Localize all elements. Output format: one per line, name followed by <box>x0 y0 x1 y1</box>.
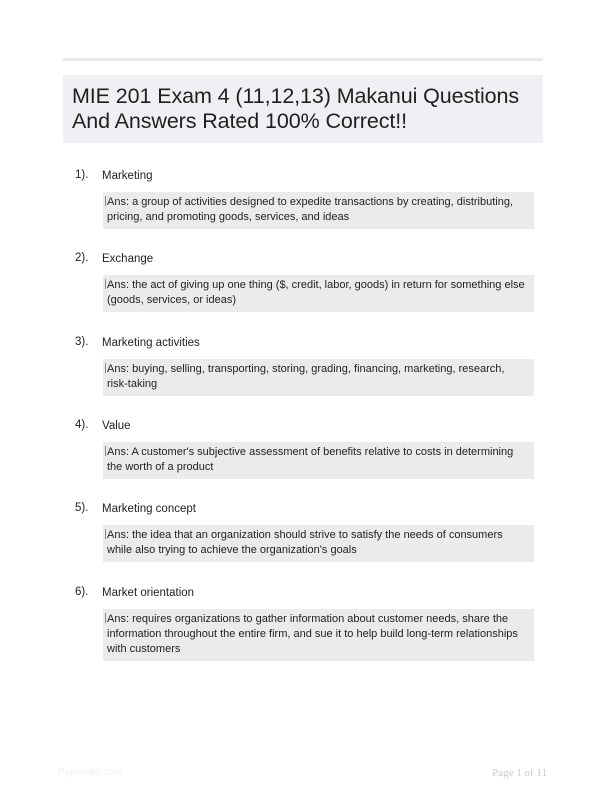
answer-box <box>103 275 534 312</box>
answer-box <box>103 609 534 661</box>
answer-text: Ans: requires organizations to gather information about customer needs, share the information throughout the entire firm, and sue it to help build long-term relationships with customers <box>107 613 518 655</box>
question-number: 1). <box>75 169 89 181</box>
question-term: Market orientation <box>102 587 195 599</box>
title-banner <box>63 75 543 143</box>
question-term: Value <box>102 420 131 432</box>
question-number: 4). <box>75 419 89 431</box>
answer-marker <box>105 363 106 373</box>
answer-text: Ans: A customer's subjective assessment of benefits relative to costs in determining the worth of a product <box>107 446 514 473</box>
document-title: MIE 201 Exam 4 (11,12,13) Makanui Questions And Answers Rated 100% Correct!! <box>72 84 520 133</box>
answer-box <box>103 192 534 229</box>
answer-box <box>103 442 534 479</box>
answer-marker <box>105 529 106 539</box>
answer-text: Ans: the idea that an organization should strive to satisfy the needs of consumers while also trying to achieve the organization's goals <box>107 529 503 556</box>
answer-text: Ans: buying, selling, transporting, storing, grading, financing, marketing, research, risk-taking <box>107 363 505 390</box>
answer-box <box>103 525 534 562</box>
question-number: 6). <box>75 586 89 598</box>
answer-marker <box>105 446 106 456</box>
question-term: Marketing concept <box>102 503 196 515</box>
answer-marker <box>105 196 106 206</box>
answer-box <box>103 359 534 396</box>
top-divider <box>63 58 543 61</box>
question-term: Marketing <box>102 170 153 182</box>
answer-text: Ans: a group of activities designed to expedite transactions by creating, distributing, pricing, and promoting goods, services, and ideas <box>107 196 514 223</box>
page-indicator: Page 1 of 11 <box>492 767 547 779</box>
question-number: 2). <box>75 252 89 264</box>
watermark-text: Papersbc.com <box>58 767 122 778</box>
answer-marker <box>105 279 106 289</box>
question-number: 5). <box>75 502 89 514</box>
answer-marker <box>105 613 106 623</box>
question-term: Exchange <box>102 253 154 265</box>
question-term: Marketing activities <box>102 337 200 349</box>
answer-text: Ans: the act of giving up one thing ($, credit, labor, goods) in return for something else (goods, services, or ideas) <box>107 279 525 306</box>
question-number: 3). <box>75 336 89 348</box>
